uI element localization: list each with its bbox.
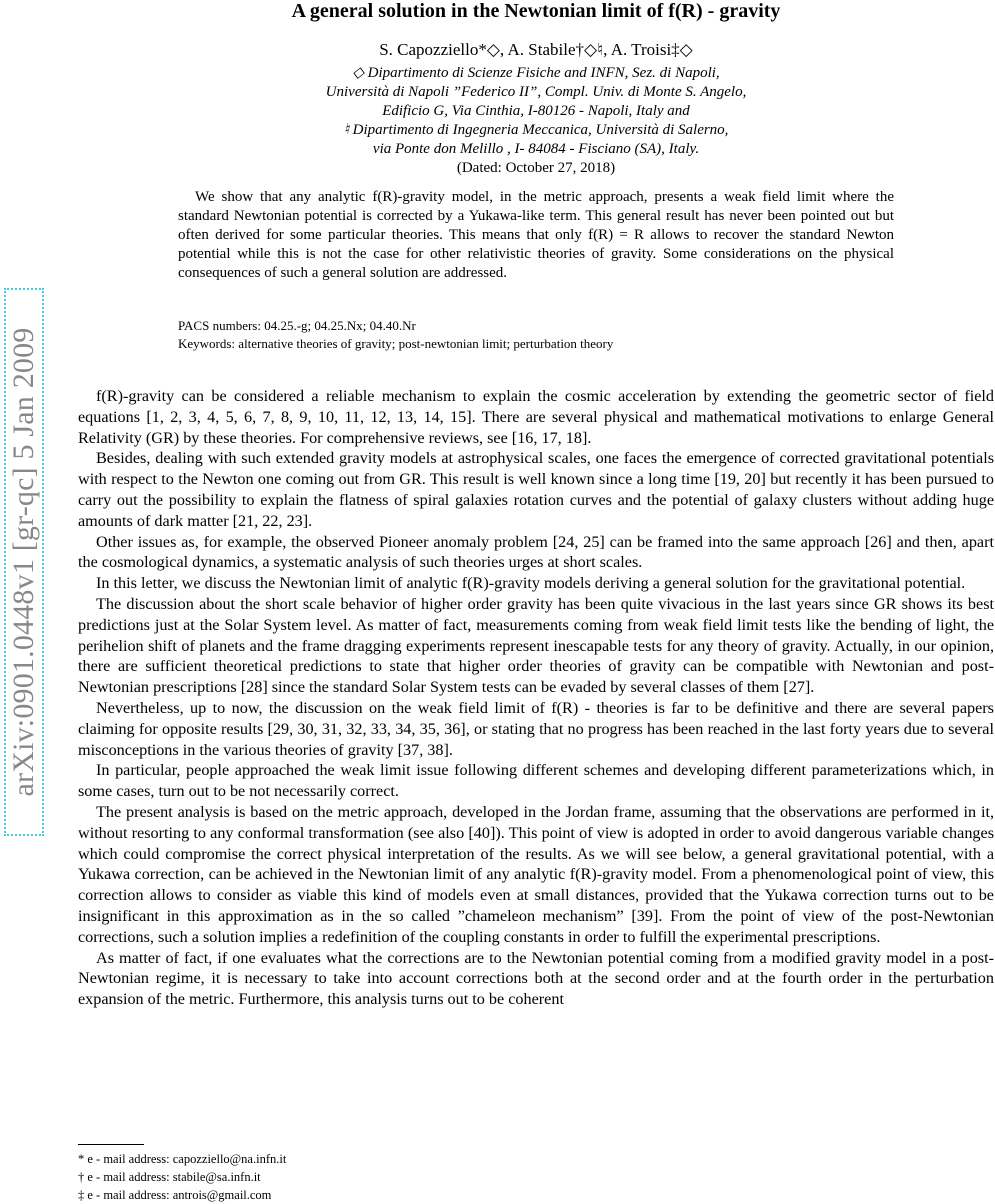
pacs-numbers: PACS numbers: 04.25.-g; 04.25.Nx; 04.40.Nr — [178, 318, 416, 333]
affiliation-line: via Ponte don Melillo , I- 84084 - Fisciano (SA), Italy. — [372, 141, 700, 157]
affiliation-line: ◇ Dipartimento di Scienze Fisiche and INFN, Sez. di Napoli, — [352, 65, 720, 81]
footnotes — [78, 1150, 678, 1204]
footnote: * e - mail address: capozziello@na.infn.it — [78, 1152, 287, 1166]
paper-title: A general solution in the Newtonian limit of f(R) - gravity — [291, 0, 781, 22]
keywords: Keywords: alternative theories of gravity; post-newtonian limit; perturbation theory — [178, 336, 614, 351]
author-list: S. Capozziello*◇, A. Stabile†◇♮, A. Troisi‡◇ — [379, 40, 693, 59]
body-text — [78, 386, 994, 1010]
arxiv-side-stamp — [4, 288, 44, 836]
paragraph: As matter of fact, if one evaluates what the corrections are to the Newtonian potential coming from a modified gravity model in a post-Newtonian regime, it is necessary to take into account corrections both at the second order and at the fourth order in the perturbation expansion of the metric. Furthermore, this analysis turns out to be coherent — [78, 948, 994, 1009]
paragraph: Nevertheless, up to now, the discussion on the weak field limit of f(R) - theories is far to be definitive and there are several papers claiming for opposite results [29, 30, 31, 32, 33, 34, 35, 36], or stating that no progress has been reached in the last forty years due to several misconceptions in the various theories of gravity [37, 38]. — [78, 698, 994, 759]
abstract: We show that any analytic f(R)-gravity model, in the metric approach, presents a weak field limit where the standard Newtonian potential is corrected by a Yukawa-like term. This general result has never been pointed out but often derived for some particular theories. This means that only f(R) = R allows to recover the standard Newton potential while this is not the case for other relativistic theories of gravity. Some considerations on the physical consequences of such a general solution are addressed. — [178, 189, 894, 281]
paragraph: In this letter, we discuss the Newtonian limit of analytic f(R)-gravity models deriving a general solution for the gravitational potential. — [96, 574, 966, 593]
arxiv-identifier: arXiv:0901.0448v1 [gr-qc] 5 Jan 2009 — [7, 327, 40, 797]
paragraph: The present analysis is based on the metric approach, developed in the Jordan frame, assuming that the observations are performed in it, without resorting to any conformal transformation (see also [40]). This point of view is adopted in order to avoid dangerous variable changes which could compromise the correct physical interpretation of the results. As we will see below, a general gravitational potential, with a Yukawa correction, can be achieved in the Newtonian limit of any analytic f(R)-gravity model. From a phenomenological point of view, this correction allows to consider as viable this kind of models even at small distances, provided that the Yukawa correction turns out to be insignificant in this approximation as in the so called ”chameleon mechanism” [39]. From the point of view of the post-Newtonian corrections, such a solution implies a redefinition of the coupling constants in order to fulfill the experimental prescriptions. — [78, 802, 994, 946]
affiliation-line: ♮ Dipartimento di Ingegneria Meccanica, Università di Salerno, — [343, 122, 729, 138]
footnote: ‡ e - mail address: antrois@gmail.com — [78, 1188, 272, 1202]
paragraph: In particular, people approached the weak limit issue following different schemes and developing different parameterizations which, in some cases, turn out to be not necessarily correct. — [78, 761, 994, 801]
date-line: (Dated: October 27, 2018) — [456, 160, 616, 176]
footnote: † e - mail address: stabile@sa.infn.it — [78, 1170, 261, 1184]
affiliations — [78, 64, 994, 159]
paragraph: Other issues as, for example, the observed Pioneer anomaly problem [24, 25] can be framed into the same approach [26] and then, apart the cosmological dynamics, a systematic analysis of such theories urges at short scales. — [78, 532, 994, 572]
paragraph: The discussion about the short scale behavior of higher order gravity has been quite vivacious in the last years since GR shows its best predictions just at the Solar System level. As matter of fact, measurements coming from weak field limit tests like the bending of light, the perihelion shift of planets and the frame dragging experiments represent inescapable tests for any theory of gravity. Actually, in our opinion, there are sufficient theoretical predictions to state that higher order theories of gravity can be compatible with Newtonian and post-Newtonian prescriptions [28] since the standard Solar System tests can be evaded by several classes of them [27]. — [78, 594, 994, 697]
paragraph: f(R)-gravity can be considered a reliable mechanism to explain the cosmic acceleration by extending the geometric sector of field equations [1, 2, 3, 4, 5, 6, 7, 8, 9, 10, 11, 12, 13, 14, 15]. There are several physical and mathematical motivations to enlarge General Relativity (GR) by these theories. For comprehensive reviews, see [16, 17, 18]. — [78, 387, 994, 447]
affiliation-line: Edificio G, Via Cinthia, I-80126 - Napoli, Italy and — [382, 103, 690, 119]
affiliation-line: Università di Napoli ”Federico II”, Compl. Univ. di Monte S. Angelo, — [325, 84, 747, 100]
footnote-rule — [78, 1144, 144, 1145]
paragraph: Besides, dealing with such extended gravity models at astrophysical scales, one faces the emergence of corrected gravitational potentials with respect to the Newton one coming out from GR. This result is well known since a long time [19, 20] but recently it has been pursued to carry out the possibility to explain the flatness of spiral galaxies rotation curves and the potential of galaxy clusters without adding huge amounts of dark matter [21, 22, 23]. — [78, 449, 994, 530]
